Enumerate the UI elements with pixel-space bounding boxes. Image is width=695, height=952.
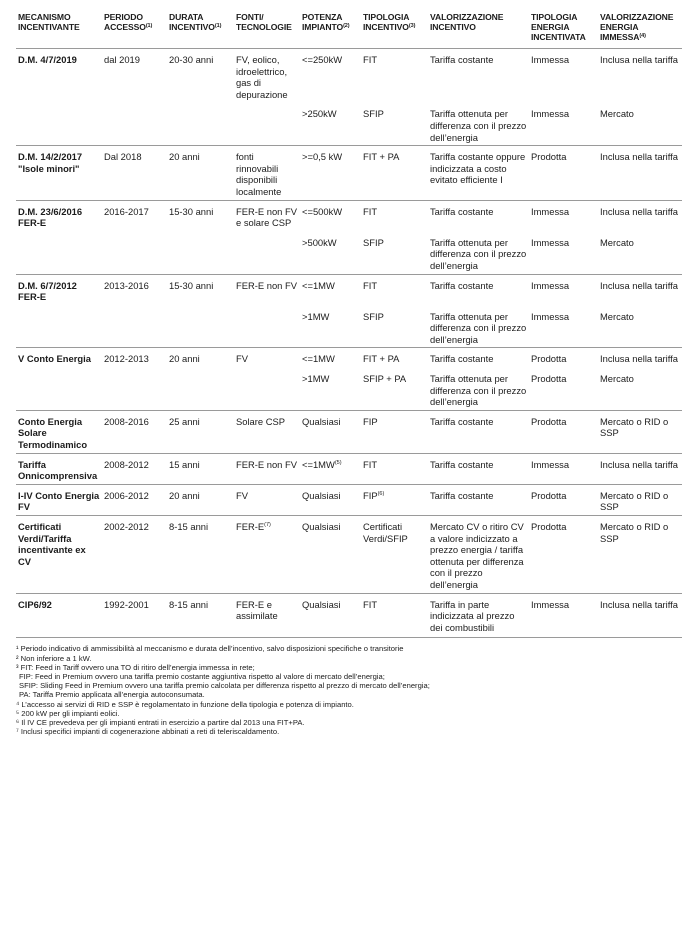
- duration-cell: [167, 516, 234, 594]
- footnote-line: FIP: Feed in Premium ovvero una tariffa premio costante aggiuntiva rispetto al valore di mercato dell’energia;: [19, 671, 385, 681]
- energy-type-cell: [529, 305, 598, 348]
- energy-value-cell: [598, 348, 682, 367]
- table-row: [16, 274, 682, 305]
- mechanism-cell: [16, 146, 102, 200]
- column-header: [361, 10, 428, 49]
- footnote-line: ⁵ 200 kW per gli impianti eolici.: [16, 708, 120, 718]
- column-header-label: VALORIZZAZIONE INCENTIVO: [430, 12, 504, 32]
- incentive-type-cell-text: SFIP: [363, 108, 384, 120]
- access-period-cell-text: 1992-2001: [104, 598, 149, 610]
- mechanism-cell: [16, 593, 102, 638]
- energy-type-cell-text: Prodotta: [531, 373, 567, 385]
- column-header: [16, 10, 102, 49]
- mechanism-cell-text: V Conto Energia: [18, 353, 91, 365]
- power-cell: [300, 146, 361, 200]
- duration-cell-text: 20-30 anni: [169, 54, 214, 65]
- energy-value-cell-text: Inclusa nella tariffa: [600, 598, 678, 610]
- incentive-type-cell-text: FIT + PA: [363, 151, 400, 163]
- table-row: [16, 146, 682, 200]
- table-row: [16, 453, 682, 484]
- mechanism-cell: [16, 305, 102, 348]
- incentive-value-cell: [428, 367, 529, 410]
- column-header-label: DURATA INCENTIVO: [169, 12, 215, 32]
- energy-value-cell: [598, 484, 682, 515]
- sources-cell: [234, 453, 300, 484]
- energy-value-cell-text: Mercato: [600, 373, 634, 385]
- table-row: [16, 231, 682, 274]
- energy-value-cell: [598, 305, 682, 348]
- duration-cell: [167, 367, 234, 410]
- column-header: [428, 10, 529, 49]
- energy-type-cell: [529, 410, 598, 453]
- energy-type-cell-text: Immessa: [531, 54, 570, 65]
- energy-type-cell: [529, 200, 598, 231]
- power-cell: [300, 305, 361, 348]
- duration-cell: [167, 200, 234, 231]
- incentive-value-cell: [428, 593, 529, 638]
- mechanism-cell-text: D.M. 6/7/2012 FER-E: [18, 279, 77, 303]
- incentive-type-cell-text: FIT: [363, 205, 378, 217]
- incentive-value-cell-text: Tariffa ottenuta per differenza con il prezzo dell’energia: [430, 373, 527, 408]
- power-cell: [300, 367, 361, 410]
- access-period-cell: [102, 102, 167, 145]
- access-period-cell-text: 2006-2012: [104, 489, 149, 501]
- access-period-cell-text: 2002-2012: [104, 521, 149, 532]
- incentive-type-cell-text: FIP: [363, 415, 378, 427]
- access-period-cell-text: 2008-2012: [104, 458, 149, 470]
- power-cell-text: Qualsiasi: [302, 598, 341, 610]
- sources-cell: [234, 348, 300, 367]
- incentive-mechanisms-table: [16, 10, 682, 638]
- incentive-value-cell: [428, 410, 529, 453]
- incentive-type-cell-text: FIT: [363, 279, 378, 291]
- table-row: [16, 200, 682, 231]
- duration-cell-text: 25 anni: [169, 415, 200, 427]
- power-cell-text: <=250kW: [302, 54, 343, 65]
- energy-value-cell: [598, 516, 682, 594]
- energy-type-cell: [529, 146, 598, 200]
- incentive-value-cell: [428, 305, 529, 348]
- sources-cell-text: Solare CSP: [236, 415, 285, 427]
- duration-cell: [167, 274, 234, 305]
- sources-cell: [234, 516, 300, 594]
- footnote-line: ⁷ Inclusi specifici impianti di cogenerazione abbinati a reti di teleriscaldamento.: [16, 727, 280, 737]
- duration-cell-text: 15-30 anni: [169, 279, 214, 291]
- energy-value-cell-text: Inclusa nella tariffa: [600, 353, 678, 365]
- energy-value-cell-text: Inclusa nella tariffa: [600, 279, 678, 291]
- incentive-type-cell: [361, 49, 428, 103]
- incentive-type-cell: [361, 516, 428, 594]
- incentive-value-cell: [428, 516, 529, 594]
- energy-value-cell-text: Mercato o RID o SSP: [600, 521, 669, 544]
- energy-type-cell: [529, 49, 598, 103]
- energy-value-cell: [598, 274, 682, 305]
- energy-value-cell-text: Mercato o RID o SSP: [600, 415, 669, 439]
- duration-cell-text: 20 anni: [169, 489, 200, 501]
- incentive-type-cell-text: SFIP: [363, 236, 384, 248]
- column-header: [167, 10, 234, 49]
- sources-cell: [234, 102, 300, 145]
- table-row: [16, 410, 682, 453]
- power-cell-text: Qualsiasi: [302, 521, 341, 532]
- energy-value-cell-text: Mercato: [600, 108, 634, 120]
- energy-value-cell-text: Mercato o RID o SSP: [600, 489, 669, 513]
- power-cell: [300, 102, 361, 145]
- sources-cell: [234, 200, 300, 231]
- power-cell: [300, 231, 361, 274]
- access-period-cell: [102, 453, 167, 484]
- sources-cell-text: FV, eolico, idroelettrico, gas di depurazione: [236, 54, 288, 100]
- power-cell: [300, 49, 361, 103]
- power-cell: [300, 200, 361, 231]
- energy-type-cell-text: Prodotta: [531, 415, 567, 427]
- footnote-line: ¹ Periodo indicativo di ammissibilità al meccanismo e durata dell’incentivo, salvo disposizioni specifiche o transitorie: [16, 644, 404, 654]
- sources-cell-text: FER-E non FV e solare CSP: [236, 205, 297, 229]
- incentive-type-cell: [361, 146, 428, 200]
- incentive-type-cell-text: SFIP: [363, 310, 384, 322]
- duration-cell-text: 8-15 anni: [169, 521, 209, 532]
- column-header: [234, 10, 300, 49]
- incentive-type-cell: [361, 367, 428, 410]
- energy-value-cell-text: Inclusa nella tariffa: [600, 205, 678, 217]
- power-cell-text: >1MW: [302, 310, 330, 322]
- energy-type-cell: [529, 231, 598, 274]
- sources-cell-text: FV: [236, 353, 248, 365]
- access-period-cell: [102, 231, 167, 274]
- footnote-line: PA: Tariffa Premio applicata all’energia autoconsumata.: [19, 690, 205, 700]
- energy-value-cell-text: Mercato: [600, 310, 634, 322]
- footnote-ref: (5): [334, 459, 342, 466]
- column-header-label: TIPOLOGIA ENERGIA INCENTIVATA: [531, 12, 586, 42]
- incentive-value-cell-text: Tariffa costante oppure indicizzata a costo evitato efficiente I: [430, 151, 526, 186]
- power-cell: [300, 593, 361, 638]
- access-period-cell-text: Dal 2018: [104, 151, 142, 163]
- access-period-cell: [102, 593, 167, 638]
- incentive-value-cell-text: Tariffa costante: [430, 415, 494, 427]
- energy-type-cell: [529, 367, 598, 410]
- energy-type-cell-text: Immessa: [531, 310, 570, 322]
- sources-cell: [234, 49, 300, 103]
- mechanism-cell-text: I-IV Conto Energia FV: [18, 489, 100, 513]
- energy-type-cell: [529, 516, 598, 594]
- table-header-row: [16, 10, 682, 49]
- incentive-value-cell-text: Tariffa costante: [430, 279, 494, 291]
- footnote-line: ² Non inferiore a 1 kW.: [16, 653, 92, 663]
- energy-type-cell: [529, 484, 598, 515]
- duration-cell: [167, 49, 234, 103]
- duration-cell-text: 15-30 anni: [169, 205, 214, 217]
- duration-cell: [167, 146, 234, 200]
- incentive-type-cell: [361, 305, 428, 348]
- mechanism-cell-text: D.M. 23/6/2016 FER-E: [18, 205, 83, 229]
- access-period-cell-text: 2016-2017: [104, 205, 149, 217]
- sources-cell: [234, 305, 300, 348]
- energy-value-cell: [598, 102, 682, 145]
- sources-cell: [234, 231, 300, 274]
- incentive-value-cell: [428, 484, 529, 515]
- incentive-value-cell: [428, 200, 529, 231]
- incentive-type-cell-text: FIT: [363, 458, 378, 470]
- mechanism-cell: [16, 274, 102, 305]
- energy-type-cell-text: Immessa: [531, 279, 570, 291]
- incentive-type-cell-text: Certificati Verdi/SFIP: [363, 521, 408, 544]
- mechanism-cell: [16, 410, 102, 453]
- incentive-value-cell: [428, 348, 529, 367]
- access-period-cell: [102, 484, 167, 515]
- incentive-value-cell-text: Tariffa ottenuta per differenza con il prezzo dell’energia: [430, 310, 527, 345]
- sources-cell: [234, 593, 300, 638]
- duration-cell-text: 20 anni: [169, 353, 200, 365]
- energy-value-cell: [598, 453, 682, 484]
- power-cell-text: <=1MW: [302, 353, 335, 365]
- duration-cell-text: 8-15 anni: [169, 598, 209, 610]
- duration-cell: [167, 593, 234, 638]
- mechanism-cell-text: D.M. 4/7/2019: [18, 54, 77, 65]
- incentive-type-cell-text: SFIP + PA: [363, 373, 407, 385]
- footnote-line: ⁶ Il IV CE prevedeva per gli impianti entrati in esercizio a partire dal 2013 una FIT+PA.: [16, 717, 305, 727]
- access-period-cell: [102, 146, 167, 200]
- access-period-cell: [102, 410, 167, 453]
- mechanism-cell-text: Tariffa Onnicomprensiva: [18, 458, 98, 482]
- power-cell-text: >500kW: [302, 236, 337, 248]
- mechanism-cell: [16, 231, 102, 274]
- column-header-label: MECANISMO INCENTIVANTE: [18, 12, 80, 32]
- table-row: [16, 305, 682, 348]
- mechanism-cell: [16, 102, 102, 145]
- energy-type-cell-text: Prodotta: [531, 489, 567, 501]
- energy-value-cell: [598, 367, 682, 410]
- power-cell-text: >1MW: [302, 373, 330, 385]
- power-cell-text: <=1MW: [302, 279, 335, 291]
- power-cell: [300, 516, 361, 594]
- footnote-ref: (2): [343, 23, 350, 29]
- energy-type-cell: [529, 102, 598, 145]
- incentive-value-cell-text: Tariffa ottenuta per differenza con il prezzo dell’energia: [430, 236, 527, 271]
- sources-cell: [234, 484, 300, 515]
- table-row: [16, 593, 682, 638]
- mechanism-cell: [16, 516, 102, 594]
- footnotes: [16, 644, 682, 736]
- energy-value-cell: [598, 146, 682, 200]
- energy-type-cell: [529, 274, 598, 305]
- mechanism-cell: [16, 453, 102, 484]
- duration-cell-text: 15 anni: [169, 458, 200, 470]
- power-cell-text: <=500kW: [302, 205, 343, 217]
- access-period-cell: [102, 49, 167, 103]
- incentive-type-cell: [361, 231, 428, 274]
- column-header: [300, 10, 361, 49]
- incentive-value-cell: [428, 49, 529, 103]
- duration-cell: [167, 484, 234, 515]
- energy-value-cell: [598, 231, 682, 274]
- mechanism-cell: [16, 49, 102, 103]
- sources-cell-text: FV: [236, 489, 248, 501]
- access-period-cell-text: 2008-2016: [104, 415, 149, 427]
- duration-cell: [167, 410, 234, 453]
- energy-type-cell-text: Prodotta: [531, 521, 567, 532]
- duration-cell: [167, 348, 234, 367]
- mechanism-cell: [16, 348, 102, 367]
- energy-type-cell-text: Immessa: [531, 108, 570, 120]
- duration-cell-text: 20 anni: [169, 151, 200, 163]
- column-header: [102, 10, 167, 49]
- incentive-type-cell: [361, 410, 428, 453]
- energy-type-cell: [529, 453, 598, 484]
- incentive-type-cell: [361, 348, 428, 367]
- footnote-line: ⁴ L’accesso ai servizi di RID e SSP è regolamentato in funzione della tipologia e potenza di impianto.: [16, 699, 354, 709]
- incentive-type-cell: [361, 274, 428, 305]
- energy-type-cell-text: Immessa: [531, 598, 570, 610]
- power-cell: [300, 453, 361, 484]
- column-header-label: PERIODO ACCESSO: [104, 12, 146, 32]
- sources-cell-text: FER-E: [236, 521, 265, 532]
- sources-cell-text: FER-E e assimilate: [236, 598, 278, 622]
- power-cell-text: >250kW: [302, 108, 337, 120]
- energy-value-cell-text: Inclusa nella tariffa: [600, 151, 678, 163]
- footnote-ref: (1): [214, 23, 222, 29]
- access-period-cell-text: 2013-2016: [104, 279, 149, 291]
- access-period-cell: [102, 348, 167, 367]
- mechanism-cell-text: D.M. 14/2/2017 "Isole minori": [18, 151, 83, 174]
- energy-type-cell-text: Immessa: [531, 205, 570, 217]
- power-cell-text: <=1MW: [302, 458, 335, 470]
- energy-type-cell: [529, 348, 598, 367]
- table-body: [16, 49, 682, 638]
- sources-cell-text: fonti rinnovabili disponibili localmente: [236, 151, 282, 197]
- energy-value-cell-text: Inclusa nella tariffa: [600, 458, 678, 470]
- footnote-line: ³ FIT: Feed in Tariff ovvero una TO di ritiro dell’energia immessa in rete;: [16, 662, 255, 672]
- access-period-cell: [102, 516, 167, 594]
- footnote-line: SFIP: Sliding Feed in Premium ovvero una tariffa premio calcolata per differenza rispetto al prezzo di mercato dell’energia;: [19, 681, 430, 691]
- table-row: [16, 484, 682, 515]
- energy-value-cell: [598, 200, 682, 231]
- duration-cell: [167, 453, 234, 484]
- table-row: [16, 516, 682, 594]
- column-header: [529, 10, 598, 49]
- footnote-ref: (3): [408, 23, 416, 29]
- sources-cell: [234, 367, 300, 410]
- footnote-ref: (1): [145, 23, 153, 29]
- incentive-value-cell-text: Tariffa ottenuta per differenza con il prezzo dell’energia: [430, 108, 527, 143]
- column-header-label: TIPOLOGIA INCENTIVO: [363, 12, 410, 32]
- incentive-value-cell: [428, 146, 529, 200]
- table-row: [16, 348, 682, 367]
- power-cell: [300, 348, 361, 367]
- incentive-value-cell-text: Mercato CV o ritiro CV a valore indicizzato a prezzo energia / tariffa ottenuta per differenza con il prezzo dell’energia: [430, 521, 524, 590]
- power-cell-text: Qualsiasi: [302, 489, 341, 501]
- incentive-type-cell-text: FIT: [363, 598, 378, 610]
- access-period-cell: [102, 200, 167, 231]
- sources-cell-text: FER-E non FV: [236, 458, 297, 470]
- power-cell: [300, 274, 361, 305]
- energy-value-cell: [598, 49, 682, 103]
- column-header-label: FONTI/ TECNOLOGIE: [236, 12, 292, 32]
- mechanism-cell-text: Conto Energia Solare Termodinamico: [18, 415, 88, 451]
- table-row: [16, 367, 682, 410]
- mechanism-cell: [16, 367, 102, 410]
- energy-value-cell-text: Inclusa nella tariffa: [600, 54, 678, 65]
- access-period-cell: [102, 274, 167, 305]
- sources-cell: [234, 274, 300, 305]
- power-cell: [300, 410, 361, 453]
- column-header: [598, 10, 682, 49]
- incentive-table-page: [16, 10, 682, 736]
- mechanism-cell: [16, 200, 102, 231]
- incentive-type-cell: [361, 484, 428, 515]
- duration-cell: [167, 305, 234, 348]
- energy-type-cell: [529, 593, 598, 638]
- energy-type-cell-text: Immessa: [531, 458, 570, 470]
- power-cell: [300, 484, 361, 515]
- column-header-label: POTENZA IMPIANTO: [302, 12, 344, 32]
- incentive-value-cell-text: Tariffa in parte indicizzata al prezzo dei combustibili: [430, 598, 515, 633]
- column-header-label: VALORIZZAZIONE ENERGIA IMMESSA: [600, 12, 674, 42]
- footnote-ref: (7): [264, 522, 271, 528]
- incentive-value-cell-text: Tariffa costante: [430, 489, 494, 501]
- mechanism-cell: [16, 484, 102, 515]
- incentive-value-cell-text: Tariffa costante: [430, 353, 494, 365]
- incentive-value-cell: [428, 274, 529, 305]
- incentive-type-cell: [361, 102, 428, 145]
- duration-cell: [167, 102, 234, 145]
- incentive-type-cell-text: FIP: [363, 489, 378, 501]
- incentive-value-cell-text: Tariffa costante: [430, 205, 494, 217]
- incentive-value-cell: [428, 453, 529, 484]
- energy-value-cell-text: Mercato: [600, 236, 634, 248]
- access-period-cell-text: 2012-2013: [104, 353, 149, 365]
- table-row: [16, 49, 682, 103]
- incentive-value-cell-text: Tariffa costante: [430, 458, 494, 470]
- mechanism-cell-text: Certificati Verdi/Tariffa incentivante ex CV: [18, 521, 86, 567]
- energy-type-cell-text: Prodotta: [531, 353, 567, 365]
- incentive-value-cell-text: Tariffa costante: [430, 54, 494, 65]
- access-period-cell-text: dal 2019: [104, 54, 140, 65]
- incentive-type-cell: [361, 593, 428, 638]
- power-cell-text: >=0,5 kW: [302, 151, 343, 163]
- sources-cell: [234, 410, 300, 453]
- duration-cell: [167, 231, 234, 274]
- sources-cell-text: FER-E non FV: [236, 279, 297, 291]
- incentive-type-cell-text: FIT: [363, 54, 378, 65]
- incentive-value-cell: [428, 231, 529, 274]
- power-cell-text: Qualsiasi: [302, 415, 341, 427]
- mechanism-cell-text: CIP6/92: [18, 598, 52, 610]
- incentive-type-cell: [361, 200, 428, 231]
- access-period-cell: [102, 305, 167, 348]
- incentive-type-cell: [361, 453, 428, 484]
- energy-value-cell: [598, 593, 682, 638]
- sources-cell: [234, 146, 300, 200]
- access-period-cell: [102, 367, 167, 410]
- incentive-value-cell: [428, 102, 529, 145]
- footnote-ref: (4): [639, 33, 646, 39]
- table-row: [16, 102, 682, 145]
- incentive-type-cell-text: FIT + PA: [363, 353, 400, 365]
- energy-type-cell-text: Prodotta: [531, 151, 567, 163]
- energy-type-cell-text: Immessa: [531, 236, 570, 248]
- footnote-ref: (6): [377, 490, 385, 497]
- energy-value-cell: [598, 410, 682, 453]
